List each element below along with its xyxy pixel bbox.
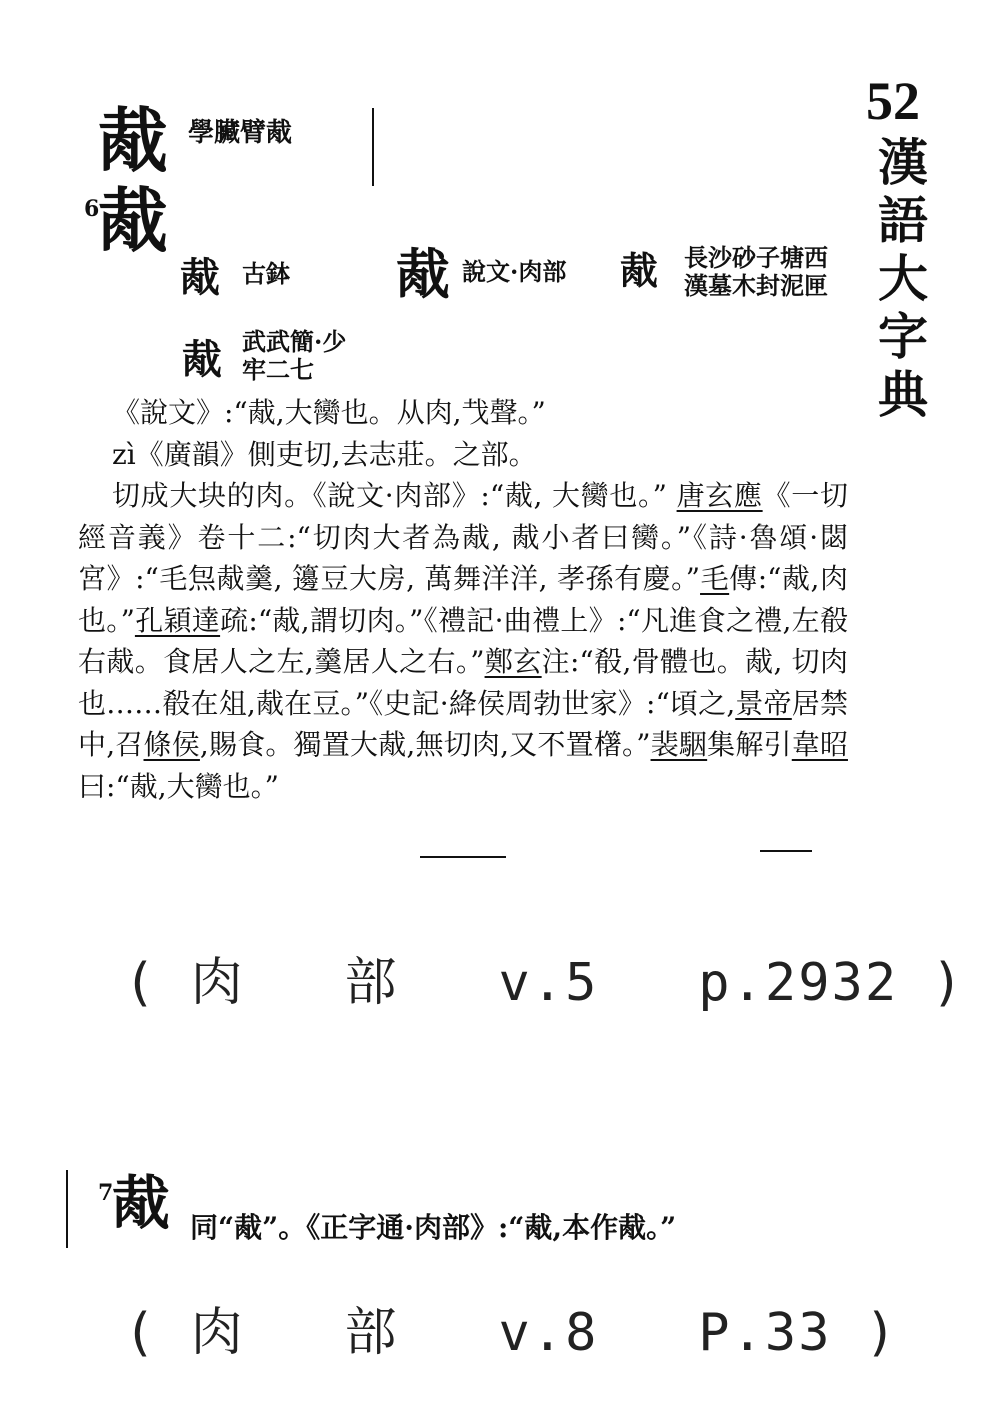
person-name: 鄭玄 [484, 645, 542, 678]
person-name: 裴駰 [650, 728, 708, 761]
entry-text: 同“胾”。《正字通·肉部》:“胾,本作胾。” [190, 1211, 677, 1244]
person-name: 景帝 [735, 686, 792, 720]
definition-text: 集解引 [707, 728, 792, 761]
definition-text: ,賜食。獨置大胾,無切肉,又不置櫡。” [199, 728, 651, 761]
definition-text: 切成大块的肉。《說文·肉部》:“胾, 大臠也。” [112, 479, 677, 512]
form-label: 古鉢 [242, 259, 290, 288]
pronunciation: zì《廣韻》側吏切,去志莊。之部。 [112, 437, 537, 471]
definition-text: 《一切經音義》卷十二:“切肉大者為胾, 胾小者曰臠。”《詩·魯頌·閟宮》:“毛炰胾羹, 籩豆大房, 萬舞洋洋, 孝孫有慶。” [78, 479, 848, 595]
seal-form-shuowen: 胾 [396, 242, 450, 306]
definition-text: 疏:“胾,謂切肉。”《禮記·曲禮上》:“凡進食之禮,左殽右胾。食居人之左,羹居人之右。” [78, 603, 848, 678]
person-name: 唐玄應 [676, 479, 763, 512]
variant-forms: 學臟臂胾 [188, 118, 293, 148]
form-label: 說文·肉部 [462, 257, 567, 286]
definition-text: 居禁中,召 [78, 686, 848, 761]
page-number: 52 [866, 71, 920, 131]
form-label: 武武簡·少 牢二七 [242, 327, 347, 384]
shuowen-quote: 《說文》:“胾,大臠也。从肉,𢦏聲。” [112, 396, 546, 429]
handwritten-note: ( 肉 部 v.5 p.2932 ) [124, 953, 965, 1013]
person-name: 毛 [700, 562, 730, 595]
divider-line [372, 108, 374, 186]
headword: 胾 [112, 1169, 171, 1237]
seal-form-wuwei: 胾 [182, 336, 222, 383]
form-label: 長沙砂子塘西 漢墓木封泥匣 [684, 243, 828, 300]
person-name: 孔穎達 [134, 603, 221, 637]
headword: 胾 [98, 179, 168, 262]
seal-form-gubo: 胾 [180, 254, 220, 301]
margin-bar [66, 1170, 68, 1248]
headword-variant: 胾 [98, 99, 168, 182]
stroke-count: 7 [98, 1180, 114, 1206]
definition-text: 傳:“胾,肉也。” [78, 562, 848, 637]
stroke-count: 6 [84, 196, 100, 222]
definition-text: 曰:“胾,大臠也。” [78, 769, 279, 803]
person-name: 條侯 [143, 728, 200, 761]
definition-text: 注:“殽,骨體也。胾, 切肉也……殽在俎,胾在豆。”《史記·絳侯周勃世家》:“頃之, [78, 645, 849, 720]
definition [78, 475, 848, 807]
entry-body [78, 392, 848, 807]
book-title: 漢 語 大 字 典 [878, 133, 928, 424]
seal-form-changsha: 胾 [620, 248, 659, 293]
person-name: 韋昭 [791, 728, 848, 761]
handwritten-note: ( 肉 部 v.8 P.33 ) [124, 1303, 899, 1363]
rule-line [420, 856, 506, 858]
rule-line [760, 850, 812, 852]
